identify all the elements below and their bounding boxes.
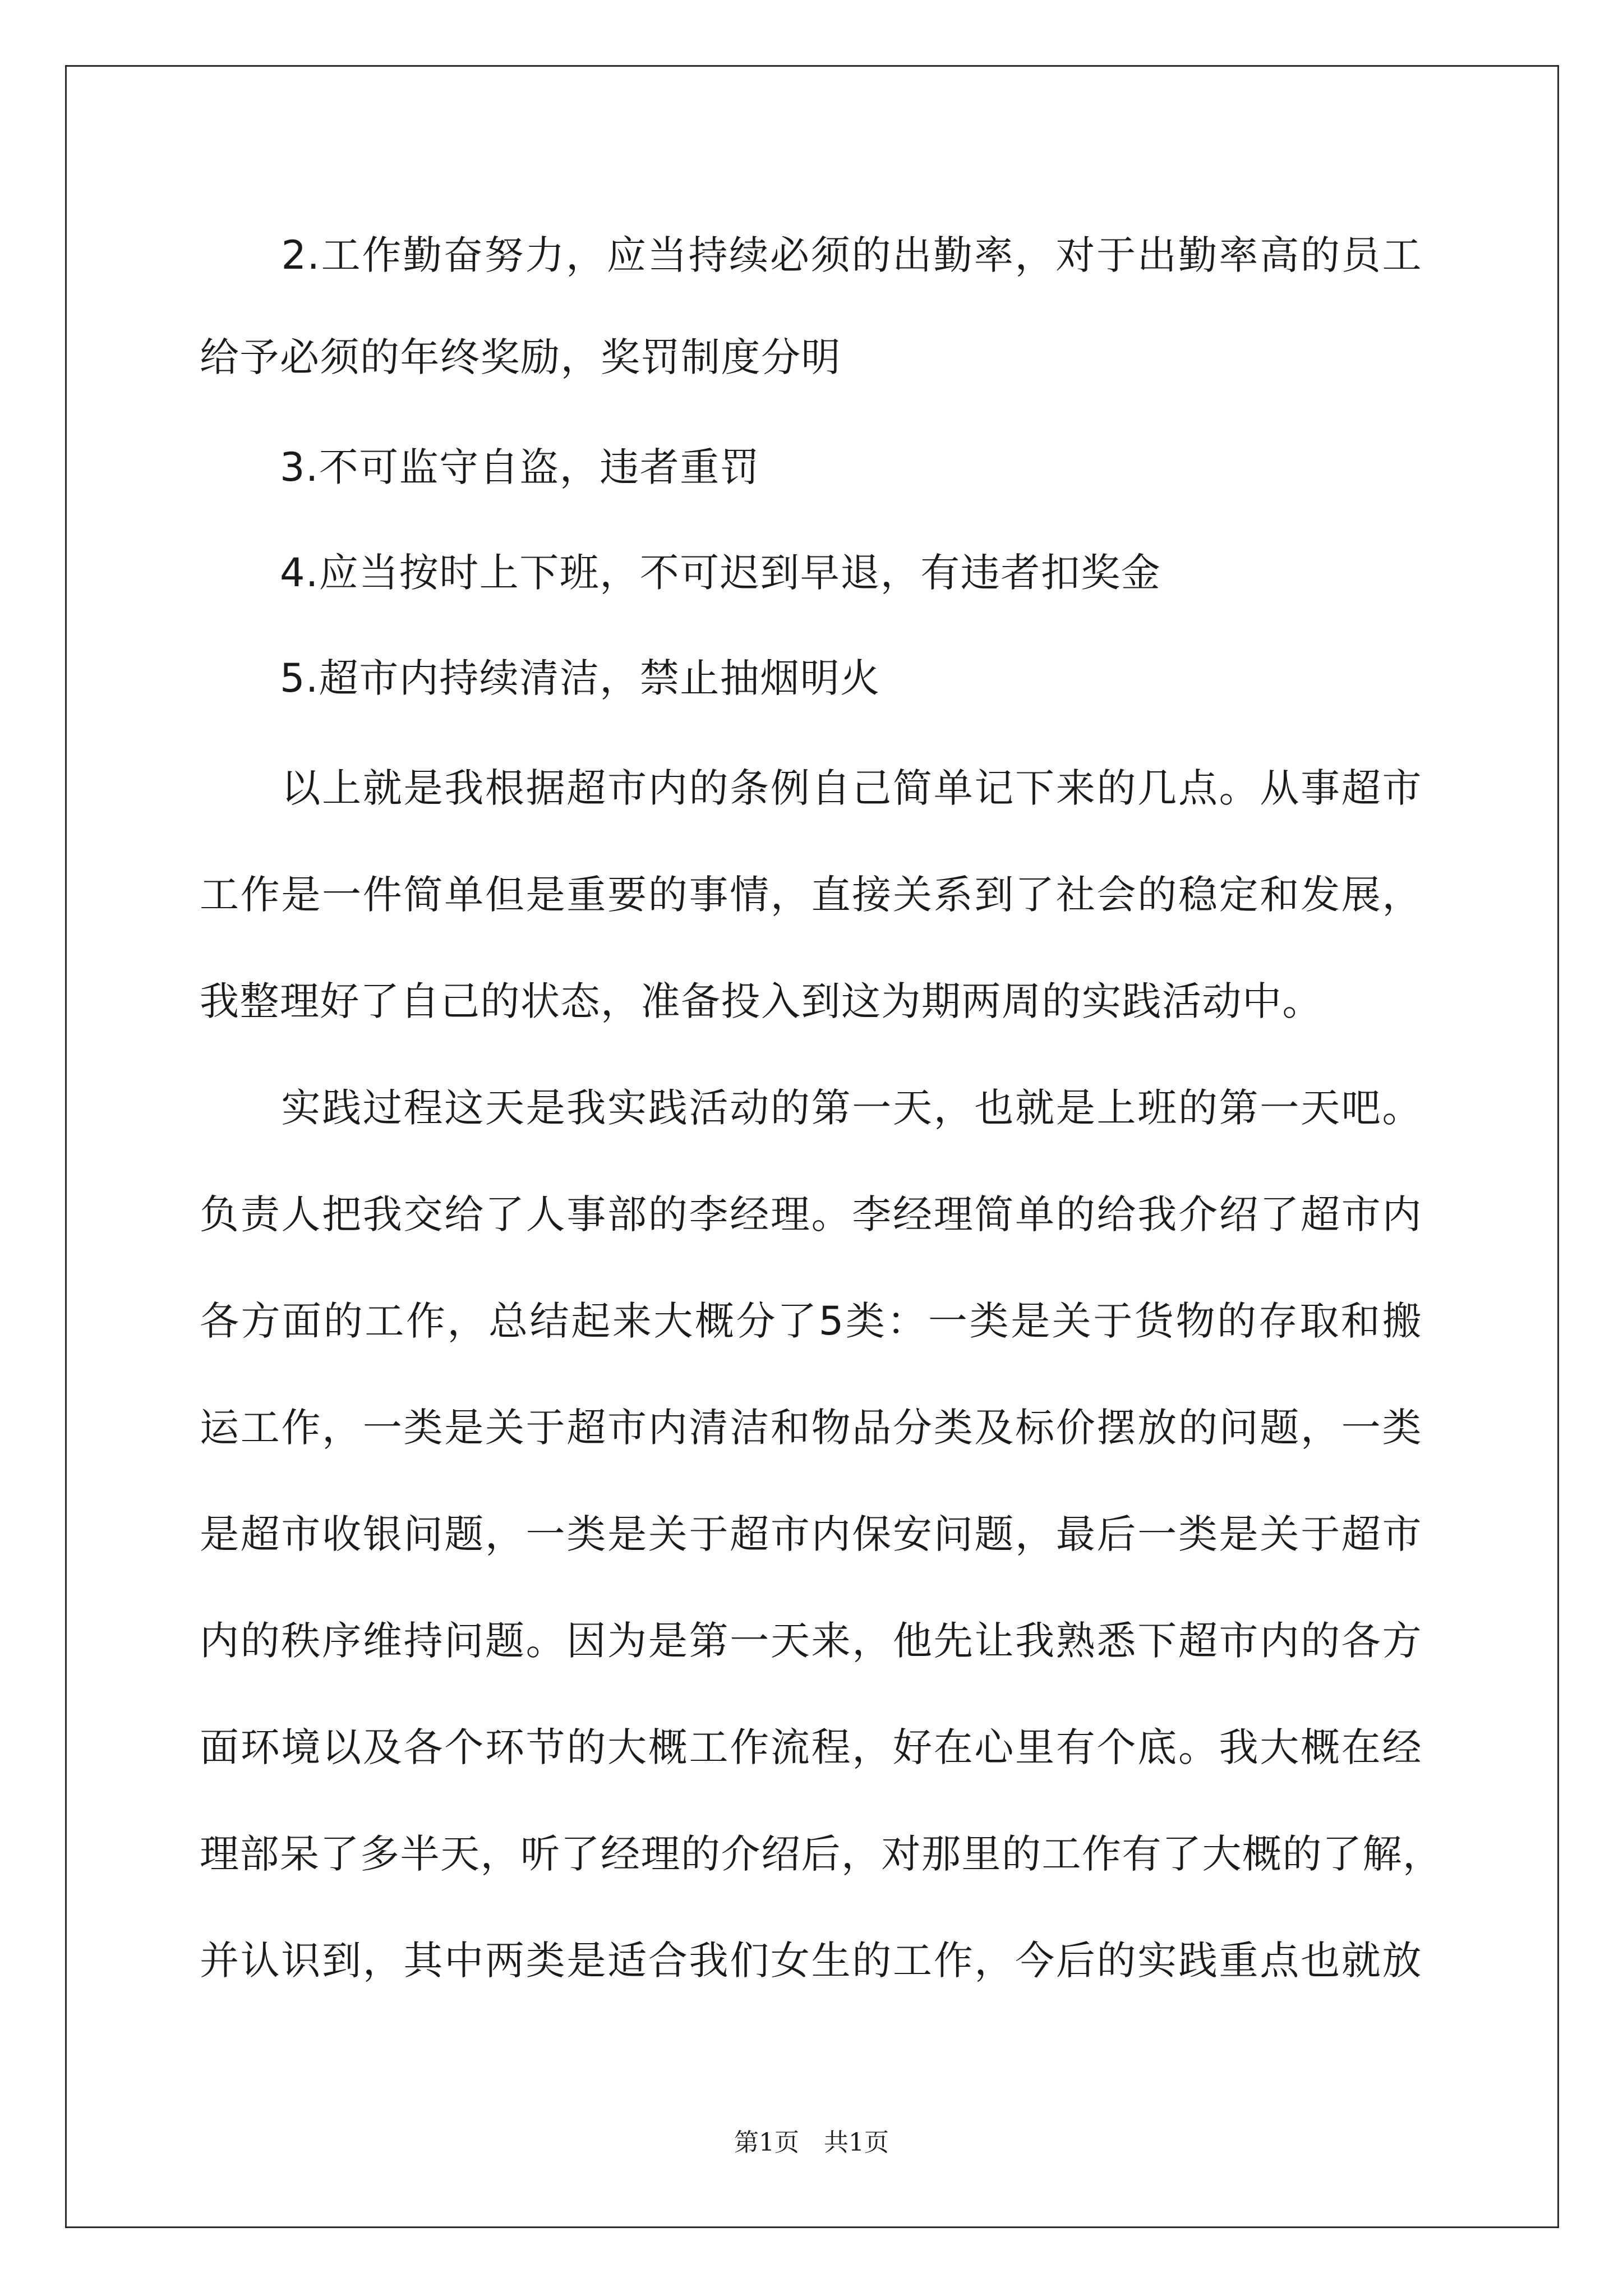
paragraph-line: 面环境以及各个环节的大概工作流程，好在心里有个底。我大概在经 (200, 1724, 1422, 1770)
page-border (65, 65, 1559, 2228)
paragraph-line: 工作是一件简单但是重要的事情，直接关系到了社会的稳定和发展， (200, 872, 1422, 918)
page-number-label: 第1页 共1页 (734, 2128, 889, 2157)
page-footer (0, 2126, 1623, 2160)
paragraph-line: 5.超市内持续清洁，禁止抽烟明火 (200, 655, 880, 701)
paragraph-line: 内的秩序维持问题。因为是第一天来，他先让我熟悉下超市内的各方 (200, 1618, 1422, 1664)
paragraph-line: 4.应当按时上下班，不可迟到早退，有违者扣奖金 (200, 550, 1161, 596)
paragraph-line: 2.工作勤奋努力，应当持续必须的出勤率，对于出勤率高的员工 (200, 232, 1422, 278)
paragraph-line: 以上就是我根据超市内的条例自己简单记下来的几点。从事超市 (200, 765, 1422, 811)
paragraph-line: 并认识到，其中两类是适合我们女生的工作，今后的实践重点也就放 (200, 1938, 1422, 1984)
paragraph-line: 3.不可监守自盗，违者重罚 (200, 444, 760, 490)
paragraph-line: 给予必须的年终奖励，奖罚制度分明 (200, 334, 841, 380)
paragraph-line: 实践过程这天是我实践活动的第一天，也就是上班的第一天吧。 (200, 1085, 1422, 1131)
paragraph-line: 理部呆了多半天，听了经理的介绍后，对那里的工作有了大概的了解， (200, 1831, 1443, 1877)
paragraph-line: 是超市收银问题，一类是关于超市内保安问题，最后一类是关于超市 (200, 1511, 1422, 1557)
paragraph-line: 我整理好了自己的状态，准备投入到这为期两周的实践活动中。 (200, 978, 1322, 1024)
paragraph-line: 各方面的工作，总结起来大概分了5类：一类是关于货物的存取和搬 (200, 1298, 1422, 1344)
paragraph-line: 负责人把我交给了人事部的李经理。李经理简单的给我介绍了超市内 (200, 1191, 1422, 1237)
paragraph-line: 运工作，一类是关于超市内清洁和物品分类及标价摆放的问题，一类 (200, 1405, 1422, 1451)
